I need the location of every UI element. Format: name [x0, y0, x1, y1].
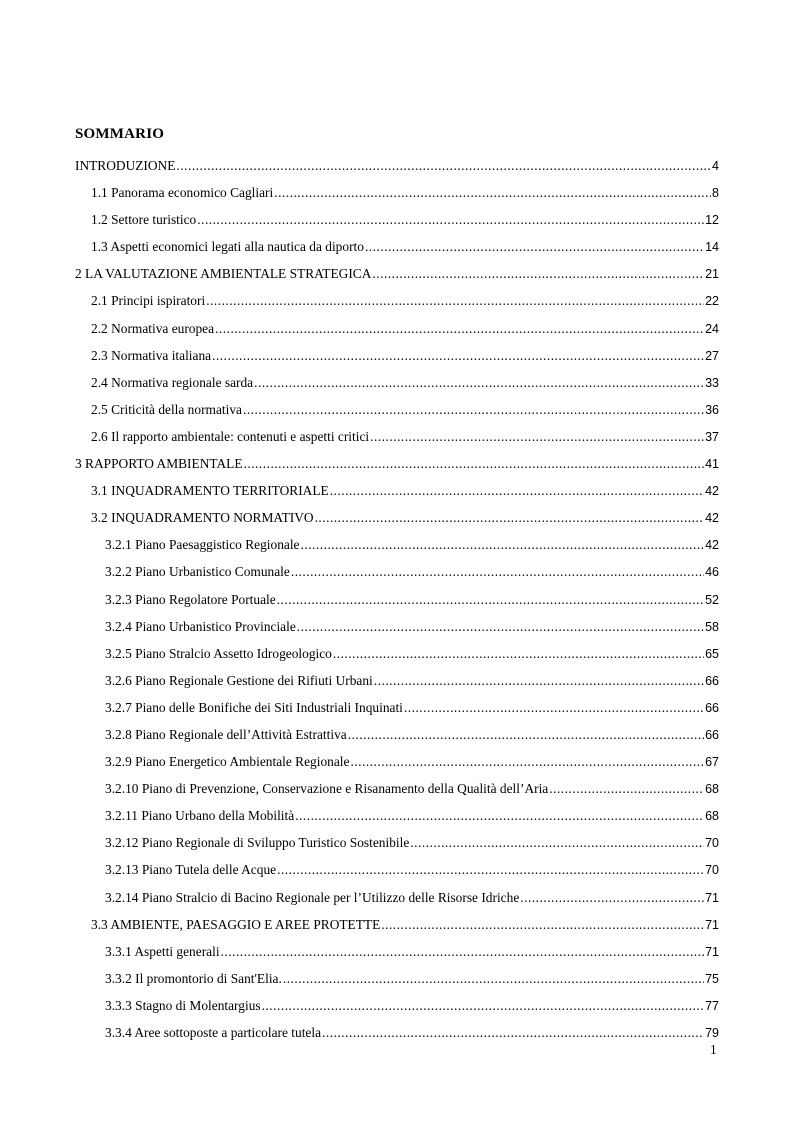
dot-leader: [295, 808, 704, 824]
dot-leader: [262, 998, 704, 1014]
page-title: SOMMARIO: [75, 126, 165, 142]
toc-entry-page: 33: [705, 375, 719, 390]
dot-leader: [206, 293, 704, 309]
toc-entry[interactable]: [75, 402, 719, 429]
dot-leader: [277, 592, 704, 608]
toc-entry-label: 3.2.5 Piano Stralcio Assetto Idrogeologico: [105, 645, 332, 661]
toc-entry-label: 3.3.2 Il promontorio di Sant'Elia.: [105, 970, 282, 986]
toc-entry-label: 2.5 Criticità della normativa: [91, 401, 242, 417]
toc-entry[interactable]: [75, 673, 719, 700]
toc-entry-page: 24: [705, 321, 719, 336]
toc-entry-label: 3.2.12 Piano Regionale di Sviluppo Turistico Sostenibile: [105, 835, 410, 851]
dot-leader: [350, 754, 704, 770]
toc-entry[interactable]: [75, 917, 719, 944]
toc-entry-label: 3.3 AMBIENTE, PAESAGGIO E AREE PROTETTE: [91, 916, 381, 932]
toc-entry-label: 3.2.13 Piano Tutela delle Acque: [105, 862, 277, 878]
toc-entry[interactable]: [75, 483, 719, 510]
toc-entry[interactable]: [75, 348, 719, 375]
toc-entry[interactable]: [75, 592, 719, 619]
toc-entry-page: 42: [705, 538, 719, 553]
toc-entry[interactable]: [75, 456, 719, 483]
toc-entry-page: 12: [705, 213, 719, 228]
dot-leader: [254, 375, 704, 391]
toc-entry-label: 1.1 Panorama economico Cagliari: [91, 185, 274, 201]
toc-entry[interactable]: [75, 1025, 719, 1052]
dot-leader: [291, 564, 704, 580]
toc-entry[interactable]: [75, 212, 719, 239]
dot-leader: [372, 266, 704, 282]
toc-entry-page: 71: [705, 917, 719, 932]
toc-entry-label: 3.2.4 Piano Urbanistico Provinciale: [105, 618, 296, 634]
toc-entry-page: 79: [705, 1026, 719, 1040]
toc-entry-label: INTRODUZIONE: [75, 158, 176, 173]
dot-leader: [410, 835, 704, 851]
toc-entry-label: 3.2.14 Piano Stralcio di Bacino Regionale per l’Utilizzo delle Risorse Idriche: [105, 889, 520, 905]
toc-entry[interactable]: [75, 429, 719, 456]
toc-entry[interactable]: [75, 537, 719, 564]
dot-leader: [244, 456, 705, 472]
toc-entry-page: 52: [705, 592, 719, 607]
toc-entry-page: 27: [705, 348, 719, 363]
toc-entry[interactable]: [75, 862, 719, 889]
toc-entry[interactable]: [75, 510, 719, 537]
toc-entry-page: 77: [705, 998, 719, 1013]
dot-leader: [297, 619, 704, 635]
toc-entry-page: 22: [705, 294, 719, 309]
dot-leader: [197, 212, 704, 228]
dot-leader: [520, 890, 704, 906]
toc-entry-page: 41: [705, 457, 719, 472]
toc-entry[interactable]: [75, 944, 719, 971]
toc-entry[interactable]: [75, 890, 719, 917]
toc-entry-label: 3.2.1 Piano Paesaggistico Regionale: [105, 537, 300, 553]
toc-entry[interactable]: [75, 835, 719, 862]
toc-entry-page: 66: [705, 673, 719, 688]
toc-entry[interactable]: [75, 646, 719, 673]
page-number: 1: [710, 1042, 717, 1057]
toc-entry-page: 70: [705, 863, 719, 878]
dot-leader: [243, 402, 704, 418]
toc-entry-page: 42: [705, 484, 719, 499]
dot-leader: [215, 321, 704, 337]
toc-entry[interactable]: [75, 998, 719, 1025]
dot-leader: [404, 700, 704, 716]
toc-entry-label: 2.2 Normativa europea: [91, 320, 215, 336]
toc-entry[interactable]: [75, 293, 719, 320]
toc-entry-label: 3.3.3 Stagno di Molentargius: [105, 997, 261, 1013]
dot-leader: [221, 944, 705, 960]
dot-leader: [370, 429, 704, 445]
dot-leader: [549, 781, 704, 797]
toc-entry-label: 3.2.3 Piano Regolatore Portuale: [105, 591, 276, 607]
toc-entry[interactable]: [75, 808, 719, 835]
toc-entry-label: 3 RAPPORTO AMBIENTALE: [75, 456, 243, 472]
toc-entry-label: 2.1 Principi ispiratori: [91, 293, 206, 309]
dot-leader: [212, 348, 704, 364]
toc-entry-page: 14: [705, 240, 719, 255]
toc-entry-label: 2.3 Normativa italiana: [91, 347, 212, 363]
toc-entry-label: 3.2.9 Piano Energetico Ambientale Regionale: [105, 754, 350, 770]
toc-entry-page: 4: [712, 159, 719, 173]
dot-leader: [330, 483, 704, 499]
toc-entry-page: 42: [705, 511, 719, 526]
dot-leader: [374, 673, 704, 689]
dot-leader: [365, 239, 704, 255]
toc-entry-page: 68: [705, 809, 719, 824]
toc-entry-label: 3.3.4 Aree sottoposte a particolare tutela: [105, 1025, 322, 1040]
toc-entry[interactable]: [75, 321, 719, 348]
toc-entry[interactable]: [75, 375, 719, 402]
toc-entry[interactable]: [75, 158, 719, 185]
toc-entry[interactable]: [75, 239, 719, 266]
toc-entry-page: 65: [705, 646, 719, 661]
toc-entry-page: 75: [705, 971, 719, 986]
toc-entry[interactable]: [75, 727, 719, 754]
toc-entry-label: 3.2.6 Piano Regionale Gestione dei Rifiuti Urbani: [105, 672, 373, 688]
toc-entry-label: 3.1 INQUADRAMENTO TERRITORIALE: [91, 483, 329, 499]
toc-entry-page: 8: [712, 186, 719, 201]
table-of-contents: [75, 158, 719, 1052]
toc-entry-page: 66: [705, 727, 719, 742]
toc-entry-page: 66: [705, 700, 719, 715]
toc-entry-page: 71: [705, 890, 719, 905]
dot-leader: [381, 917, 704, 933]
dot-leader: [283, 971, 704, 987]
toc-entry-page: 21: [705, 267, 719, 282]
toc-entry-label: 3.2 INQUADRAMENTO NORMATIVO: [91, 510, 314, 526]
toc-entry[interactable]: [75, 971, 719, 998]
dot-leader: [277, 862, 704, 878]
dot-leader: [322, 1025, 704, 1041]
toc-entry-page: 70: [705, 836, 719, 851]
toc-entry-page: 46: [705, 565, 719, 580]
toc-entry[interactable]: [75, 185, 719, 212]
dot-leader: [333, 646, 704, 662]
dot-leader: [348, 727, 704, 743]
toc-entry-page: 58: [705, 619, 719, 634]
toc-entry-page: 67: [705, 755, 719, 770]
toc-entry-label: 1.2 Settore turistico: [91, 212, 197, 228]
toc-entry-page: 68: [705, 782, 719, 797]
dot-leader: [315, 510, 705, 526]
toc-entry-page: 71: [705, 944, 719, 959]
toc-entry[interactable]: [75, 266, 719, 293]
toc-entry-label: 3.2.7 Piano delle Bonifiche dei Siti Industriali Inquinati: [105, 699, 403, 715]
dot-leader: [176, 158, 711, 174]
toc-entry-label: 3.2.10 Piano di Prevenzione, Conservazione e Risanamento della Qualità dell’Aria: [105, 781, 549, 797]
toc-entry-page: 37: [705, 429, 719, 444]
dot-leader: [274, 185, 711, 201]
toc-entry-label: 3.3.1 Aspetti generali: [105, 943, 220, 959]
toc-entry-label: 3.2.8 Piano Regionale dell’Attività Estrattiva: [105, 726, 347, 742]
toc-entry-label: 2.6 Il rapporto ambientale: contenuti e aspetti critici: [91, 428, 370, 444]
toc-entry-label: 1.3 Aspetti economici legati alla nautica da diporto: [91, 239, 364, 255]
toc-entry-label: 3.2.11 Piano Urbano della Mobilità: [105, 808, 295, 824]
toc-entry[interactable]: [75, 754, 719, 781]
toc-entry[interactable]: [75, 700, 719, 727]
toc-entry-label: 2 LA VALUTAZIONE AMBIENTALE STRATEGICA: [75, 266, 372, 282]
toc-entry-label: 3.2.2 Piano Urbanistico Comunale: [105, 564, 290, 580]
toc-entry-label: 2.4 Normativa regionale sarda: [91, 374, 254, 390]
toc-entry[interactable]: [75, 781, 719, 808]
dot-leader: [301, 537, 705, 553]
toc-entry[interactable]: [75, 564, 719, 591]
toc-entry-page: 36: [705, 402, 719, 417]
toc-entry[interactable]: [75, 619, 719, 646]
